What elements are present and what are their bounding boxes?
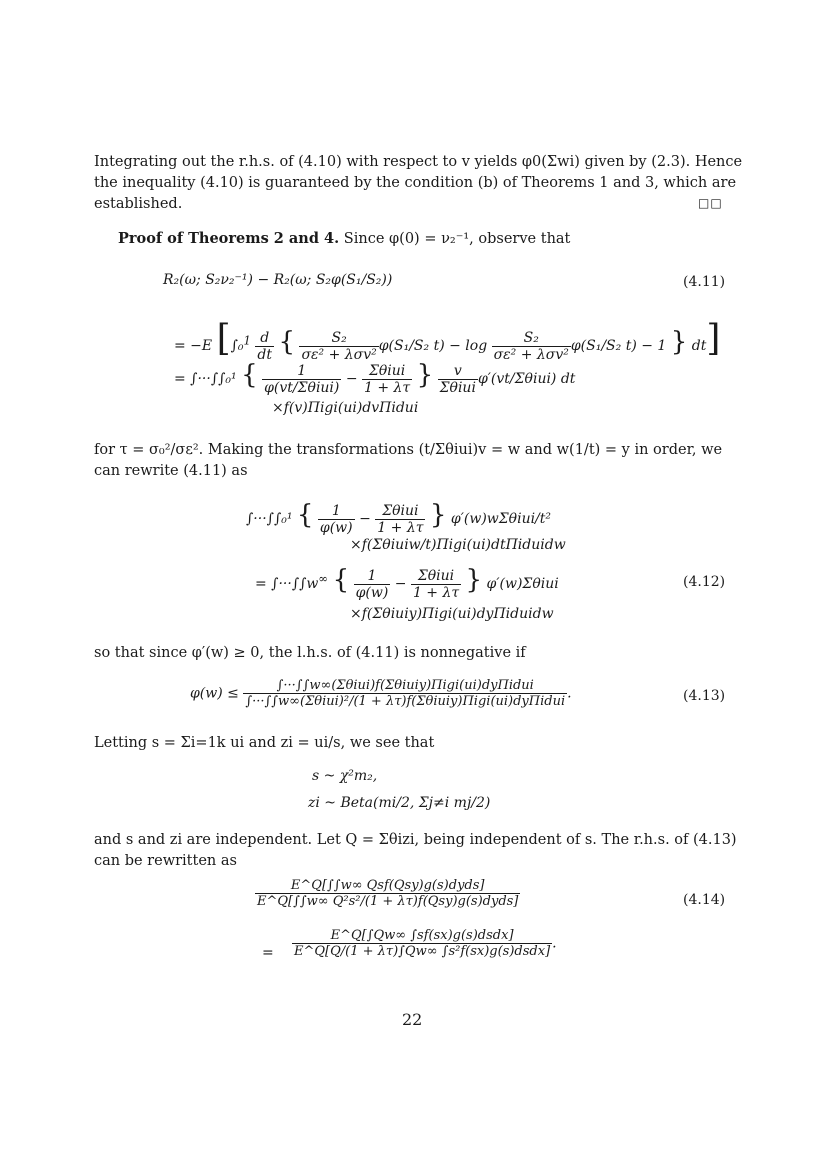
proof-text: Since φ(0) = ν₂⁻¹, observe that — [339, 231, 571, 247]
eq-4-11-line-2-lhs: = −E — [174, 338, 213, 354]
para3-line-1: so that since φ′(w) ≥ 0, the l.h.s. of (4.11) is nonnegative if — [94, 645, 526, 661]
dist-line-2: zi ~ Beta(mi/2, Σj≠i mj/2) — [308, 795, 491, 811]
eq-4-14-num-1: E^Q[∫∫w∞ Qsf(Qsy)g(s)dyds] — [290, 878, 485, 893]
eq-4-13-lhs: φ(w) ≤ — [190, 685, 239, 702]
eq-4-12-number: (4.12) — [683, 574, 726, 590]
para2-line-2: can rewrite (4.11) as — [94, 463, 248, 479]
eq-4-13-number: (4.13) — [683, 688, 726, 704]
eq-4-12-line-2: ×f(Σθiuiw/t)Πigi(ui)dtΠiduidw — [350, 537, 566, 553]
eq-4-11-line-2: = −E [∫₀$^1$ $\frac{d}{dt}$ { $\frac{\text{S₂}}{\text{σε² + λσv²}}$ φ(S₁/S₂ t) − log $\frac{\text{S₂}}{\text{σε² + λσv²}}$ φ(S₁/S₂ t) − 1 } dt] — [174, 318, 721, 363]
para5-line-2: can be rewritten as — [94, 853, 237, 869]
para2-line-1: for τ = σ₀²/σε². Making the transformations (t/Σθiui)v = w and w(1/t) = y in order, we — [94, 442, 723, 458]
eq-4-14-number: (4.14) — [683, 892, 726, 908]
intro-line-3: established. — [94, 196, 183, 212]
eq-4-11-line-4: ×f(v)Πigi(ui)dvΠidui — [272, 400, 419, 416]
eq-4-11-line-3-lhs: = ∫···∫∫₀¹ — [174, 371, 237, 387]
dist-line-1: s ~ χ²m₂, — [312, 768, 378, 784]
eq-4-14-den-1: E^Q[∫∫w∞ Q²s²/(1 + λτ)f(Qsy)g(s)dyds] — [257, 894, 519, 909]
eq-4-14-frac-2: $\frac{\text{E\textasciicircum{}Q[∫Qw∞ ∫sf(sx)g(s)dsdx]}}{\text{E\textasciicircum{}Q[Q/(1 + λτ)∫Qw∞ ∫s²f(sx)g(s)dsdx]}}$ . — [294, 928, 557, 959]
eq-4-14-num-2: E^Q[∫Qw∞ ∫sf(sx)g(s)dsdx] — [330, 928, 514, 943]
eq-4-11-number: (4.11) — [683, 274, 726, 290]
eq-4-14-den-2: E^Q[Q/(1 + λτ)∫Qw∞ ∫s²f(sx)g(s)dsdx] — [294, 944, 551, 959]
proof-heading: Proof of Theorems 2 and 4. — [118, 230, 340, 247]
eq-4-13-numerator: ∫···∫∫w∞(Σθiui)f(Σθiuiy)Πigi(ui)dyΠidui — [276, 678, 534, 693]
intro-line-1: Integrating out the r.h.s. of (4.10) with respect to v yields φ0(Σwi) given by (2.3). Hence — [94, 154, 743, 170]
eq-4-13: φ(w) ≤ $\frac{\text{∫···∫∫w∞(Σθiui)f(Σθiuiy)Πigi(ui)dyΠidui}}{\text{∫···∫∫w∞(Σθiui)²/(1 + λτ)f(Σθiuiy)Πigi(ui)dyΠidui}}$ . — [190, 678, 572, 709]
eq-4-14-frac-1 — [255, 878, 520, 909]
page-number: 22 — [402, 1010, 423, 1029]
eq-4-12-line-3-tail: φ′(w)Σθiui — [486, 576, 559, 592]
intro-line-2: the inequality (4.10) is guaranteed by the condition (b) of Theorems 1 and 3, which are — [94, 175, 737, 191]
para4-line-1: Letting s = Σi=1k ui and zi = ui/s, we see that — [94, 735, 435, 751]
eq-4-13-denominator: ∫···∫∫w∞(Σθiui)²/(1 + λτ)f(Σθiuiy)Πigi(ui)dyΠidui — [245, 694, 566, 709]
eq-4-12-line-3: = ∫···∫∫w∞ { $\frac{1}{\varphi(w)}$ − $\frac{\text{Σθiui}}{1 + \lambda\tau}$ } φ′(w)Σθiui — [255, 565, 559, 601]
proof-line — [118, 229, 570, 249]
eq-4-12-line-4: ×f(Σθiuiy)Πigi(ui)dyΠiduidw — [350, 606, 554, 622]
eq-4-11-line-1: R₂(ω; S₂ν₂⁻¹) − R₂(ω; S₂φ(S₁/S₂)) — [163, 272, 393, 288]
para5-line-1: and s and zi are independent. Let Q = Σθizi, being independent of s. The r.h.s. of (4.13) — [94, 832, 737, 848]
eq-4-11-line-3: = ∫···∫∫₀¹ { $\frac{1}{\text{φ(vt/Σθiui)}}$ − $\frac{\text{Σθiui}}{1 + \lambda\tau}$ } $\frac{v}{\text{Σθiui}}$ φ′(vt/Σθiui) dt — [174, 360, 576, 396]
qed-symbol: □□ — [698, 196, 723, 210]
eq-4-14-equals: = — [262, 945, 274, 961]
eq-4-12-line-1-tail: φ′(w)wΣθiui/t² — [450, 511, 552, 527]
eq-4-12-line-1: ∫···∫∫₀¹ { $\frac{1}{\varphi(w)}$ − $\frac{\text{Σθiui}}{1 + \lambda\tau}$ } φ′(w)wΣθiui/t² — [246, 500, 552, 536]
